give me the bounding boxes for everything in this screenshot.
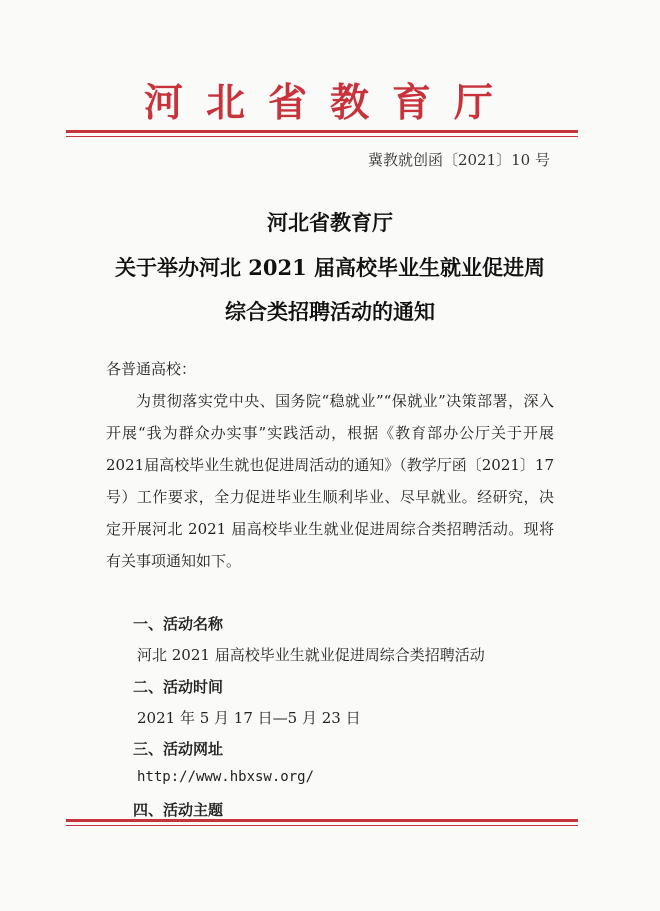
title-line-1: 河北省教育厅 bbox=[267, 210, 393, 235]
section-heading-theme: 四、活动主题 bbox=[133, 801, 224, 819]
section-content-time: 2021 年 5 月 17 日—5 月 23 日 bbox=[137, 709, 361, 727]
section-heading-time: 二、活动时间 bbox=[133, 678, 224, 696]
masthead-title: 河北省教育厅 bbox=[143, 80, 516, 126]
header-rule-thick bbox=[66, 130, 578, 133]
footer-rule-thick bbox=[66, 819, 578, 822]
intro-paragraph: 为贯彻落实党中央、国务院“稳就业”“保就业”决策部署，深入开展“我为群众办实事”实践活动，根据《教育部办公厅关于开展2021届高校毕业生就也促进周活动的通知》（教学厅函〔2021〕17号）工作要求，全力促进毕业生顺利毕业、尽早就业。经研究，决定开展河北 2021 届高校毕业生就业促进周综合类招聘活动。现将有关事项通知如下。 bbox=[106, 392, 554, 570]
section-content-name: 河北 2021 届高校毕业生就业促进周综合类招聘活动 bbox=[137, 646, 485, 664]
header-rule-thin bbox=[66, 136, 578, 137]
section-heading-url: 三、活动网址 bbox=[133, 740, 224, 758]
section-content-url[interactable]: http://www.hbxsw.org/ bbox=[137, 769, 315, 785]
greeting: 各普通高校： bbox=[106, 360, 197, 378]
title-line-3: 综合类招聘活动的通知 bbox=[225, 299, 435, 324]
title-line-2: 关于举办河北 2021 届高校毕业生就业促进周 bbox=[114, 255, 546, 280]
document-number: 冀教就创函〔2021〕10 号 bbox=[367, 151, 550, 169]
footer-rule-thin bbox=[66, 825, 578, 826]
section-heading-name: 一、活动名称 bbox=[133, 615, 224, 633]
